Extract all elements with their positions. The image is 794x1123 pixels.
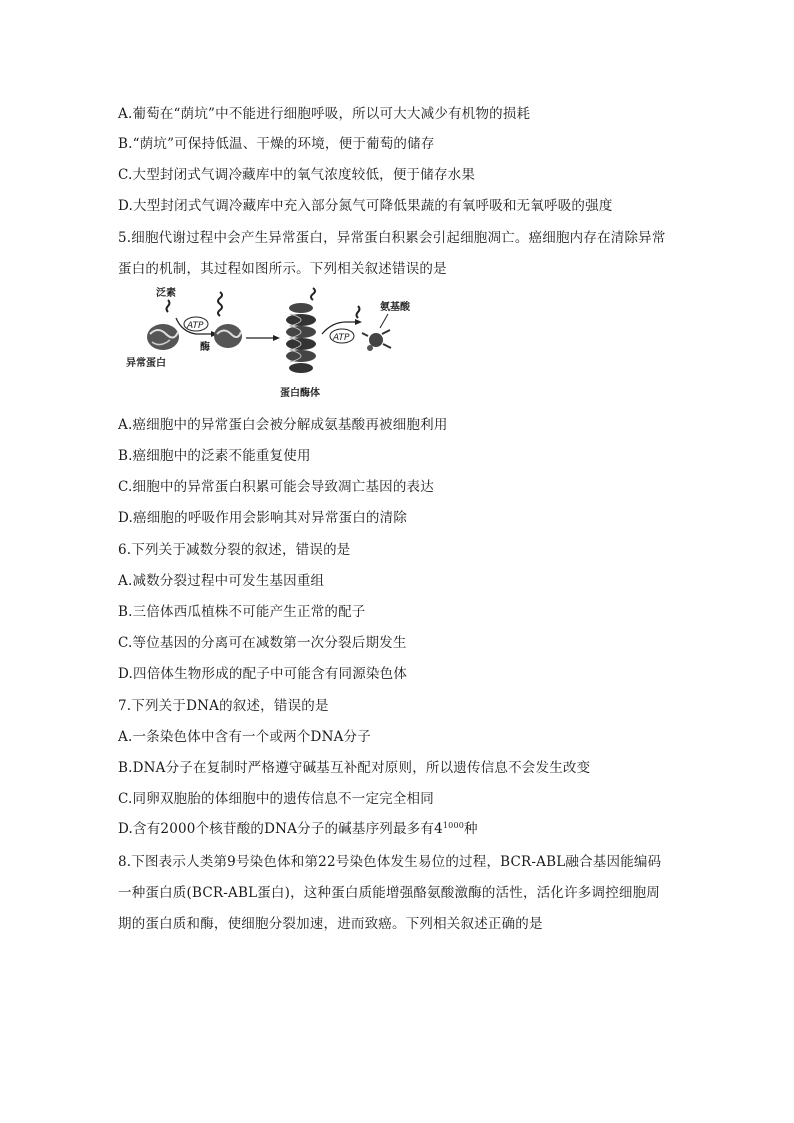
q7-option-b: B.DNA分子在复制时严格遵守碱基互补配对原则，所以遗传信息不会发生改变	[118, 760, 591, 776]
q6-option-b: B.三倍体西瓜植株不可能产生正常的配子	[118, 604, 366, 620]
q7-option-d	[118, 820, 478, 838]
q8-stem-line2: 一种蛋白质(BCR-ABL蛋白)，这种蛋白质能增强酪氨酸激酶的活性，活化许多调控细胞周	[118, 885, 660, 901]
q8-stem-line1: 8.下图表示人类第9号染色体和第22号染色体发生易位的过程，BCR-ABL融合基因能编码	[118, 854, 662, 870]
q5-option-b: B.癌细胞中的泛素不能重复使用	[118, 448, 311, 464]
q5-stem-line1: 5.细胞代谢过程中会产生异常蛋白，异常蛋白积累会引起细胞凋亡。癌细胞内存在清除异常	[118, 230, 666, 246]
amino-acid-fragments-icon	[362, 330, 391, 351]
q6-stem: 6.下列关于减数分裂的叙述，错误的是	[118, 542, 351, 558]
q5-stem-line2: 蛋白的机制，其过程如图所示。下列相关叙述错误的是	[118, 261, 447, 277]
figure-label-ubiquitin: 泛素	[156, 288, 176, 299]
q5-option-a: A.癌细胞中的异常蛋白会被分解成氨基酸再被细胞利用	[118, 417, 448, 433]
q7-option-d-suffix: 种	[464, 821, 478, 837]
q6-option-c: C.等位基因的分离可在减数第一次分裂后期发生	[118, 635, 407, 651]
figure-label-atp-1: ATP	[187, 321, 204, 331]
figure-label-abnormal-protein: 异常蛋白	[126, 358, 166, 369]
figure-label-atp-2: ATP	[333, 333, 350, 343]
q5-option-c: C.细胞中的异常蛋白积累可能会导致凋亡基因的表达	[118, 479, 434, 495]
q8-stem-line3: 期的蛋白质和酶，使细胞分裂加速，进而致癌。下列相关叙述正确的是	[118, 916, 543, 932]
q4-option-b: B.“荫坑”可保持低温、干燥的环境，便于葡萄的储存	[118, 136, 435, 152]
figure-label-amino-acid: 氨基酸	[380, 302, 410, 313]
q7-stem: 7.下列关于DNA的叙述，错误的是	[118, 698, 329, 714]
q4-option-d: D.大型封闭式气调冷藏库中充入部分氮气可降低果蔬的有氧呼吸和无氧呼吸的强度	[118, 198, 613, 214]
ubiquitinated-protein-icon	[214, 292, 242, 348]
figure-label-proteasome: 蛋白酶体	[280, 388, 320, 399]
q4-option-a: A.葡萄在“荫坑”中不能进行细胞呼吸，所以可大大减少有机物的损耗	[118, 106, 531, 122]
proteasome-icon	[286, 288, 316, 373]
ubiquitin-chain-icon	[167, 300, 170, 312]
q6-option-a: A.减数分裂过程中可发生基因重组	[118, 573, 325, 589]
figure-label-enzyme: 酶	[200, 342, 210, 353]
q4-option-c: C.大型封闭式气调冷藏库中的氧气浓度较低，便于储存水果	[118, 167, 476, 183]
released-ubiquitin-icon	[357, 306, 360, 318]
q7-option-c: C.同卵双胞胎的体细胞中的遗传信息不一定完全相同	[118, 791, 434, 807]
ubiquitin-proteasome-figure	[118, 284, 418, 404]
q7-option-a: A.一条染色体中含有一个或两个DNA分子	[118, 729, 371, 745]
abnormal-protein-icon	[147, 324, 179, 350]
q6-option-d: D.四倍体生物形成的配子中可能含有同源染色体	[118, 666, 408, 682]
q7-option-d-text: D.含有2000个核苷酸的DNA分子的碱基序列最多有4	[118, 821, 443, 837]
q7-option-d-exponent: 1000	[442, 821, 465, 830]
q5-option-d: D.癌细胞的呼吸作用会影响其对异常蛋白的清除	[118, 510, 408, 526]
amino-acid-pointer	[380, 314, 388, 328]
